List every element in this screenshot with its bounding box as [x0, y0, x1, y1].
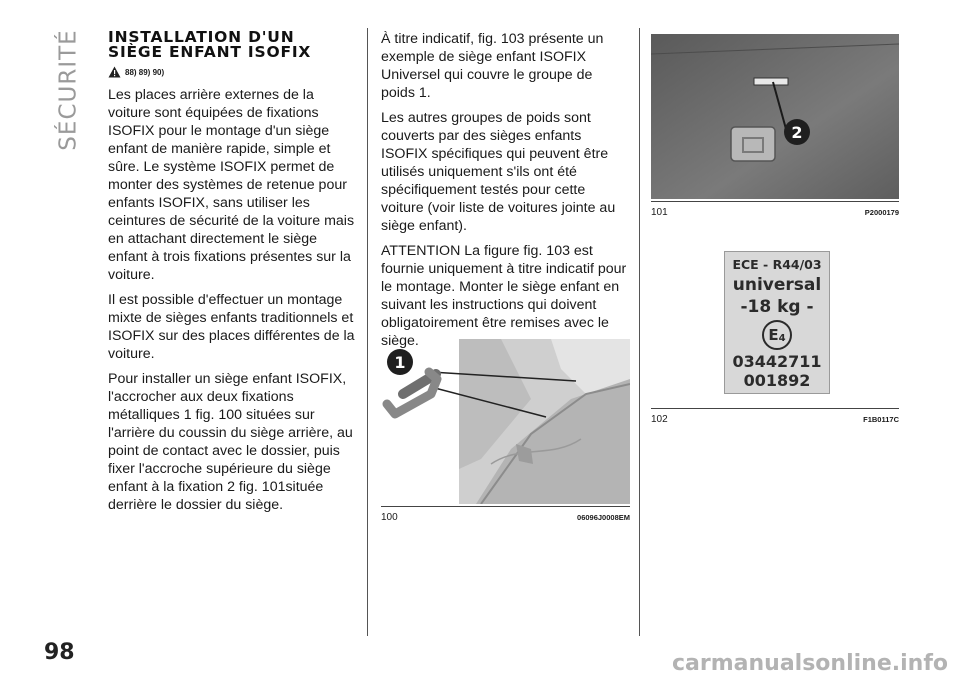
- approval-label-serial: 001892: [743, 371, 811, 390]
- section-title: [108, 30, 358, 60]
- figure-100-number: 100: [381, 512, 398, 523]
- col2-paragraph-3: ATTENTION La figure fig. 103 est fournie uniquement à titre indicatif pour le montage. Monter le siège enfant en suivant les instructions qui doivent obligatoirement être remises avec le siège.: [381, 243, 627, 349]
- section-title-line2: SIÈGE ENFANT ISOFIX: [108, 43, 312, 61]
- figure-100-code: 06096J0008EM: [577, 513, 630, 522]
- watermark: carmanualsonline.info: [672, 651, 948, 676]
- approval-label-category: universal: [732, 275, 822, 295]
- callout-2-text: 2: [791, 123, 803, 142]
- approval-mark-letter: E: [768, 326, 779, 344]
- section-title-line1: INSTALLATION D'UN: [108, 28, 295, 46]
- col2-paragraph-2: Les autres groupes de poids sont couverts par des sièges enfants ISOFIX spécifiques qui peuvent être utilisés uniquement s'ils ont été spécifiquement testés pour cette voiture (voir liste de voitures jointe au siège enfant).: [381, 110, 616, 234]
- figure-102: [651, 246, 899, 425]
- top-tether-anchor-photo: [651, 34, 899, 199]
- column-divider-1: [367, 28, 368, 636]
- approval-mark-number: 4: [778, 332, 786, 344]
- col2-paragraph-1: À titre indicatif, fig. 103 présente un exemple de siège enfant ISOFIX Universel qui couvre le groupe de poids 1.: [381, 31, 604, 101]
- figure-101-image: [651, 34, 899, 199]
- figure-100-caption: [381, 506, 630, 523]
- col1-paragraph-1: Les places arrière externes de la voiture sont équipées de fixations ISOFIX pour le montage d'un siège enfant de manière rapide, simple et sûre. Le système ISOFIX permet de monter des systèmes de retenue pour enfants ISOFIX, sans utiliser les ceintures de sécurité de la voiture mais en attachant directement le siège enfant à trois fixations présentes sur la voiture.: [108, 87, 355, 283]
- figure-100-image: [381, 339, 630, 504]
- col1-paragraph-3: Pour installer un siège enfant ISOFIX, l'accrocher aux deux fixations métalliques 1 fig. 100 situées sur l'arrière du coussin du siège arrière, au point de contact avec le dossier, puis fixer l'accroche supérieure du siège enfant à la fixation 2 fig. 101située derrière le dossier du siège.: [108, 371, 353, 513]
- section-side-label: [54, 30, 84, 150]
- callout-1-text: 1: [394, 353, 406, 372]
- figure-101-caption: [651, 201, 899, 218]
- isofix-anchor-illustration: [381, 339, 630, 504]
- warning-triangle-icon: [108, 66, 121, 78]
- warning-references-text: 88) 89) 90): [125, 67, 165, 77]
- column-2: [381, 30, 630, 357]
- figure-102-image: [651, 246, 899, 406]
- figure-101-number: 101: [651, 207, 668, 218]
- approval-label-number: 03442711: [732, 352, 822, 371]
- figure-102-caption: [651, 408, 899, 425]
- column-divider-2: [639, 28, 640, 636]
- col1-paragraph-2: Il est possible d'effectuer un montage mixte de sièges enfants traditionnels et ISOFIX sur des places différentes de la voiture.: [108, 292, 355, 362]
- figure-101-code: P2000179: [864, 208, 899, 217]
- column-1: [108, 30, 358, 521]
- section-side-label-text: SÉCURITÉ: [56, 29, 82, 151]
- figure-102-number: 102: [651, 414, 668, 425]
- approval-label: [724, 251, 830, 394]
- approval-label-standard: ECE - R44/03: [732, 257, 822, 272]
- page-number: 98: [44, 640, 75, 665]
- figure-100: [381, 339, 630, 523]
- approval-label-weight: -18 kg -: [740, 297, 814, 317]
- figure-101: [651, 34, 899, 218]
- warning-references: [108, 66, 358, 78]
- approval-mark-icon: [762, 320, 792, 350]
- figure-102-code: F1B0117C: [863, 415, 899, 424]
